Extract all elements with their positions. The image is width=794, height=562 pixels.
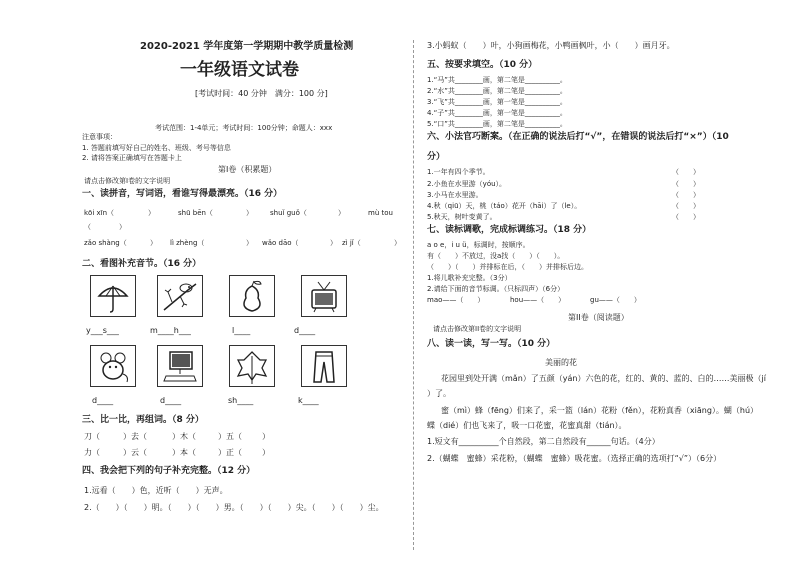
q5-line: 5.“口”共________画，第二笔是__________。 — [427, 120, 567, 128]
syllable-blank[interactable]: m____h___ — [150, 326, 191, 335]
compare-char: ）云（ — [123, 448, 147, 457]
q6-item: 1.一年有四个季节。 — [427, 168, 490, 176]
pants-icon — [301, 345, 347, 387]
compare-char: ）木（ — [172, 432, 196, 441]
passage-para: 蝶（dié）们也飞来了，吸一口花蜜，花蜜真甜（tián）。 — [427, 421, 627, 430]
q7-line: a o e，i u ü，标调时，按顺序。 — [427, 241, 530, 249]
compare-char: ）本（ — [172, 448, 196, 457]
q7-line: 1.将儿歌补充完整。（3分） — [427, 274, 512, 282]
pinyin-prompt: shū bēn（ — [178, 209, 213, 217]
syllable-blank[interactable]: d____ — [294, 326, 316, 335]
syllable-blank[interactable]: sh____ — [228, 396, 254, 405]
syllable-blank[interactable]: l____ — [232, 326, 251, 335]
part2-title: 第II卷（阅读题） — [568, 313, 629, 322]
compare-char: ） — [262, 432, 270, 441]
passage-para: ）了。 — [427, 389, 451, 398]
q6-title: 六、小法官巧断案。（在正确的说法后打“√”，在错误的说法后打“×”）（10 — [427, 132, 729, 142]
q6-item: 5.秋天，树叶变黄了。 — [427, 213, 497, 221]
judge-paren[interactable]: （ ） — [672, 180, 700, 188]
bird-icon — [157, 275, 203, 317]
judge-paren[interactable]: （ ） — [672, 168, 700, 176]
q1-title: 一、读拼音，写词语，看谁写得最漂亮。（16 分） — [82, 189, 283, 199]
passage-para: 蜜（mì）蜂（fēng）们来了，采一篮（lán）花粉（fěn），花粉真香（xiāng）。蝴（hú） — [441, 406, 759, 415]
q5-title: 五、按要求填空。（10 分） — [427, 60, 538, 70]
q7-line: （ ）（ ）并排标在后，（ ）并排标后边。 — [427, 263, 588, 271]
answer-blank[interactable]: ） — [330, 239, 337, 247]
tone-blank[interactable]: mao——（ ） — [427, 296, 485, 304]
q2-title: 二、看图补充音节。（16 分） — [82, 259, 202, 269]
q8-sub-question: 1.短文有__________个自然段，第二自然段有______句话。（4分） — [427, 437, 660, 446]
q3-title: 三、比一比，再组词。（8 分） — [82, 415, 204, 425]
compare-char: ）去（ — [123, 432, 147, 441]
pinyin-prompt: zì jǐ（ — [342, 239, 361, 247]
answer-blank[interactable]: ） — [394, 239, 401, 247]
syllable-blank[interactable]: d____ — [92, 396, 114, 405]
computer-icon — [157, 345, 203, 387]
q6-item: 2.小鱼在水里游（yóu）。 — [427, 180, 507, 188]
answer-blank[interactable]: ） — [150, 239, 157, 247]
compare-char: ） — [262, 448, 270, 457]
part1-title: 第I卷（积累题） — [218, 165, 277, 174]
part2-desc: 请点击修改第II卷的文字说明 — [433, 325, 522, 333]
notes-title: 注意事项： — [82, 133, 117, 141]
q7-title: 七、读标调歌，完成标调练习。（18 分） — [427, 225, 592, 235]
answer-blank[interactable]: ） — [148, 209, 155, 217]
syllable-blank[interactable]: k____ — [298, 396, 319, 405]
q4-title: 四、我会把下列的句子补充完整。（12 分） — [82, 466, 256, 476]
tv-icon — [301, 275, 347, 317]
q6-title-cont: 分） — [427, 152, 446, 162]
answer-blank[interactable]: ） — [246, 209, 253, 217]
compare-char: ）五（ — [218, 432, 242, 441]
pinyin-prompt: shuǐ guǒ（ — [270, 209, 307, 217]
tone-blank[interactable]: hou——（ ） — [510, 296, 566, 304]
passage-para: 花园里到处开满（mǎn）了五颜（yán）六色的花，红的、黄的、蓝的、白的……美丽极（jí — [441, 374, 766, 383]
exam-time-info: [考试时间：40 分钟 满分：100 分] — [195, 89, 328, 98]
exam-scope: 考试范围：1-4单元；考试时间：100分钟；命题人：xxx — [155, 124, 333, 132]
judge-paren[interactable]: （ ） — [672, 213, 700, 221]
mouse-icon — [90, 345, 136, 387]
judge-paren[interactable]: （ ） — [672, 191, 700, 199]
syllable-blank[interactable]: y___s___ — [86, 326, 119, 335]
compare-char: 力（ — [84, 448, 100, 457]
q8-title: 八、读一读，写一写。（10 分） — [427, 339, 556, 349]
answer-blank[interactable]: （ ） — [84, 223, 126, 231]
judge-paren[interactable]: （ ） — [672, 202, 700, 210]
q5-line: 3.“飞”共________画，第一笔是__________。 — [427, 98, 567, 106]
compare-char: ）正（ — [218, 448, 242, 457]
q8-sub-question: 2.（蝴蝶 蜜蜂）采花粉，（蝴蝶 蜜蜂）吸花蜜。（选择正确的选项打“√”）（6分） — [427, 454, 722, 463]
q6-item: 4.秋（qiū）天，桃（táo）花开（hāi）了（le）。 — [427, 202, 582, 210]
q5-line: 4.“子”共________画，第一笔是__________。 — [427, 109, 567, 117]
syllable-blank[interactable]: d____ — [160, 396, 182, 405]
pinyin-prompt: wǎo dāo（ — [262, 239, 299, 247]
passage-title: 美丽的花 — [545, 358, 577, 367]
q7-line: 有（ ）不放过，没a找（ ）（ ）。 — [427, 252, 565, 260]
exam-subject-title: 一年级语文试卷 — [180, 60, 299, 80]
umbrella-icon — [90, 275, 136, 317]
pear-icon — [229, 275, 275, 317]
pinyin-prompt: mù tou — [368, 209, 393, 217]
part1-desc: 请点击修改第I卷的文字说明 — [84, 177, 171, 185]
answer-blank[interactable]: ） — [246, 239, 253, 247]
q4-line: 3.小蚂蚁（ ）叶，小狗画梅花，小鸭画枫叶，小（ ）画月牙。 — [427, 41, 675, 50]
answer-blank[interactable]: ） — [338, 209, 345, 217]
compare-char: 刀（ — [84, 432, 100, 441]
q7-line: 2.请给下面的音节标调。（只标四声）（6分） — [427, 285, 565, 293]
q5-line: 1.“马”共________画，第二笔是__________。 — [427, 76, 567, 84]
pinyin-prompt: zǎo shàng（ — [84, 239, 127, 247]
tone-blank[interactable]: gu——（ ） — [590, 296, 641, 304]
pinyin-prompt: kōi xīn（ — [84, 209, 115, 217]
q4-line: 2.（ ）（ ）明。（ ）（ ）男。（ ）（ ）尖。（ ）（ ）尘。 — [84, 503, 384, 512]
exam-header-title: 2020-2021 学年度第一学期期中教学质量检测 — [140, 41, 354, 52]
column-divider — [413, 40, 414, 550]
leaf-icon — [229, 345, 275, 387]
q5-line: 2.“水”共________画，第二笔是__________。 — [427, 87, 567, 95]
notes-item: 1. 答题前填写好自己的姓名、班级、考号等信息 — [82, 144, 231, 152]
notes-item: 2. 请将答案正确填写在答题卡上 — [82, 154, 182, 162]
q4-line: 1.远看（ ）色，近听（ ）无声。 — [84, 486, 228, 495]
pinyin-prompt: lì zhèng（ — [170, 239, 205, 247]
q6-item: 3.小马在水里游。 — [427, 191, 483, 199]
